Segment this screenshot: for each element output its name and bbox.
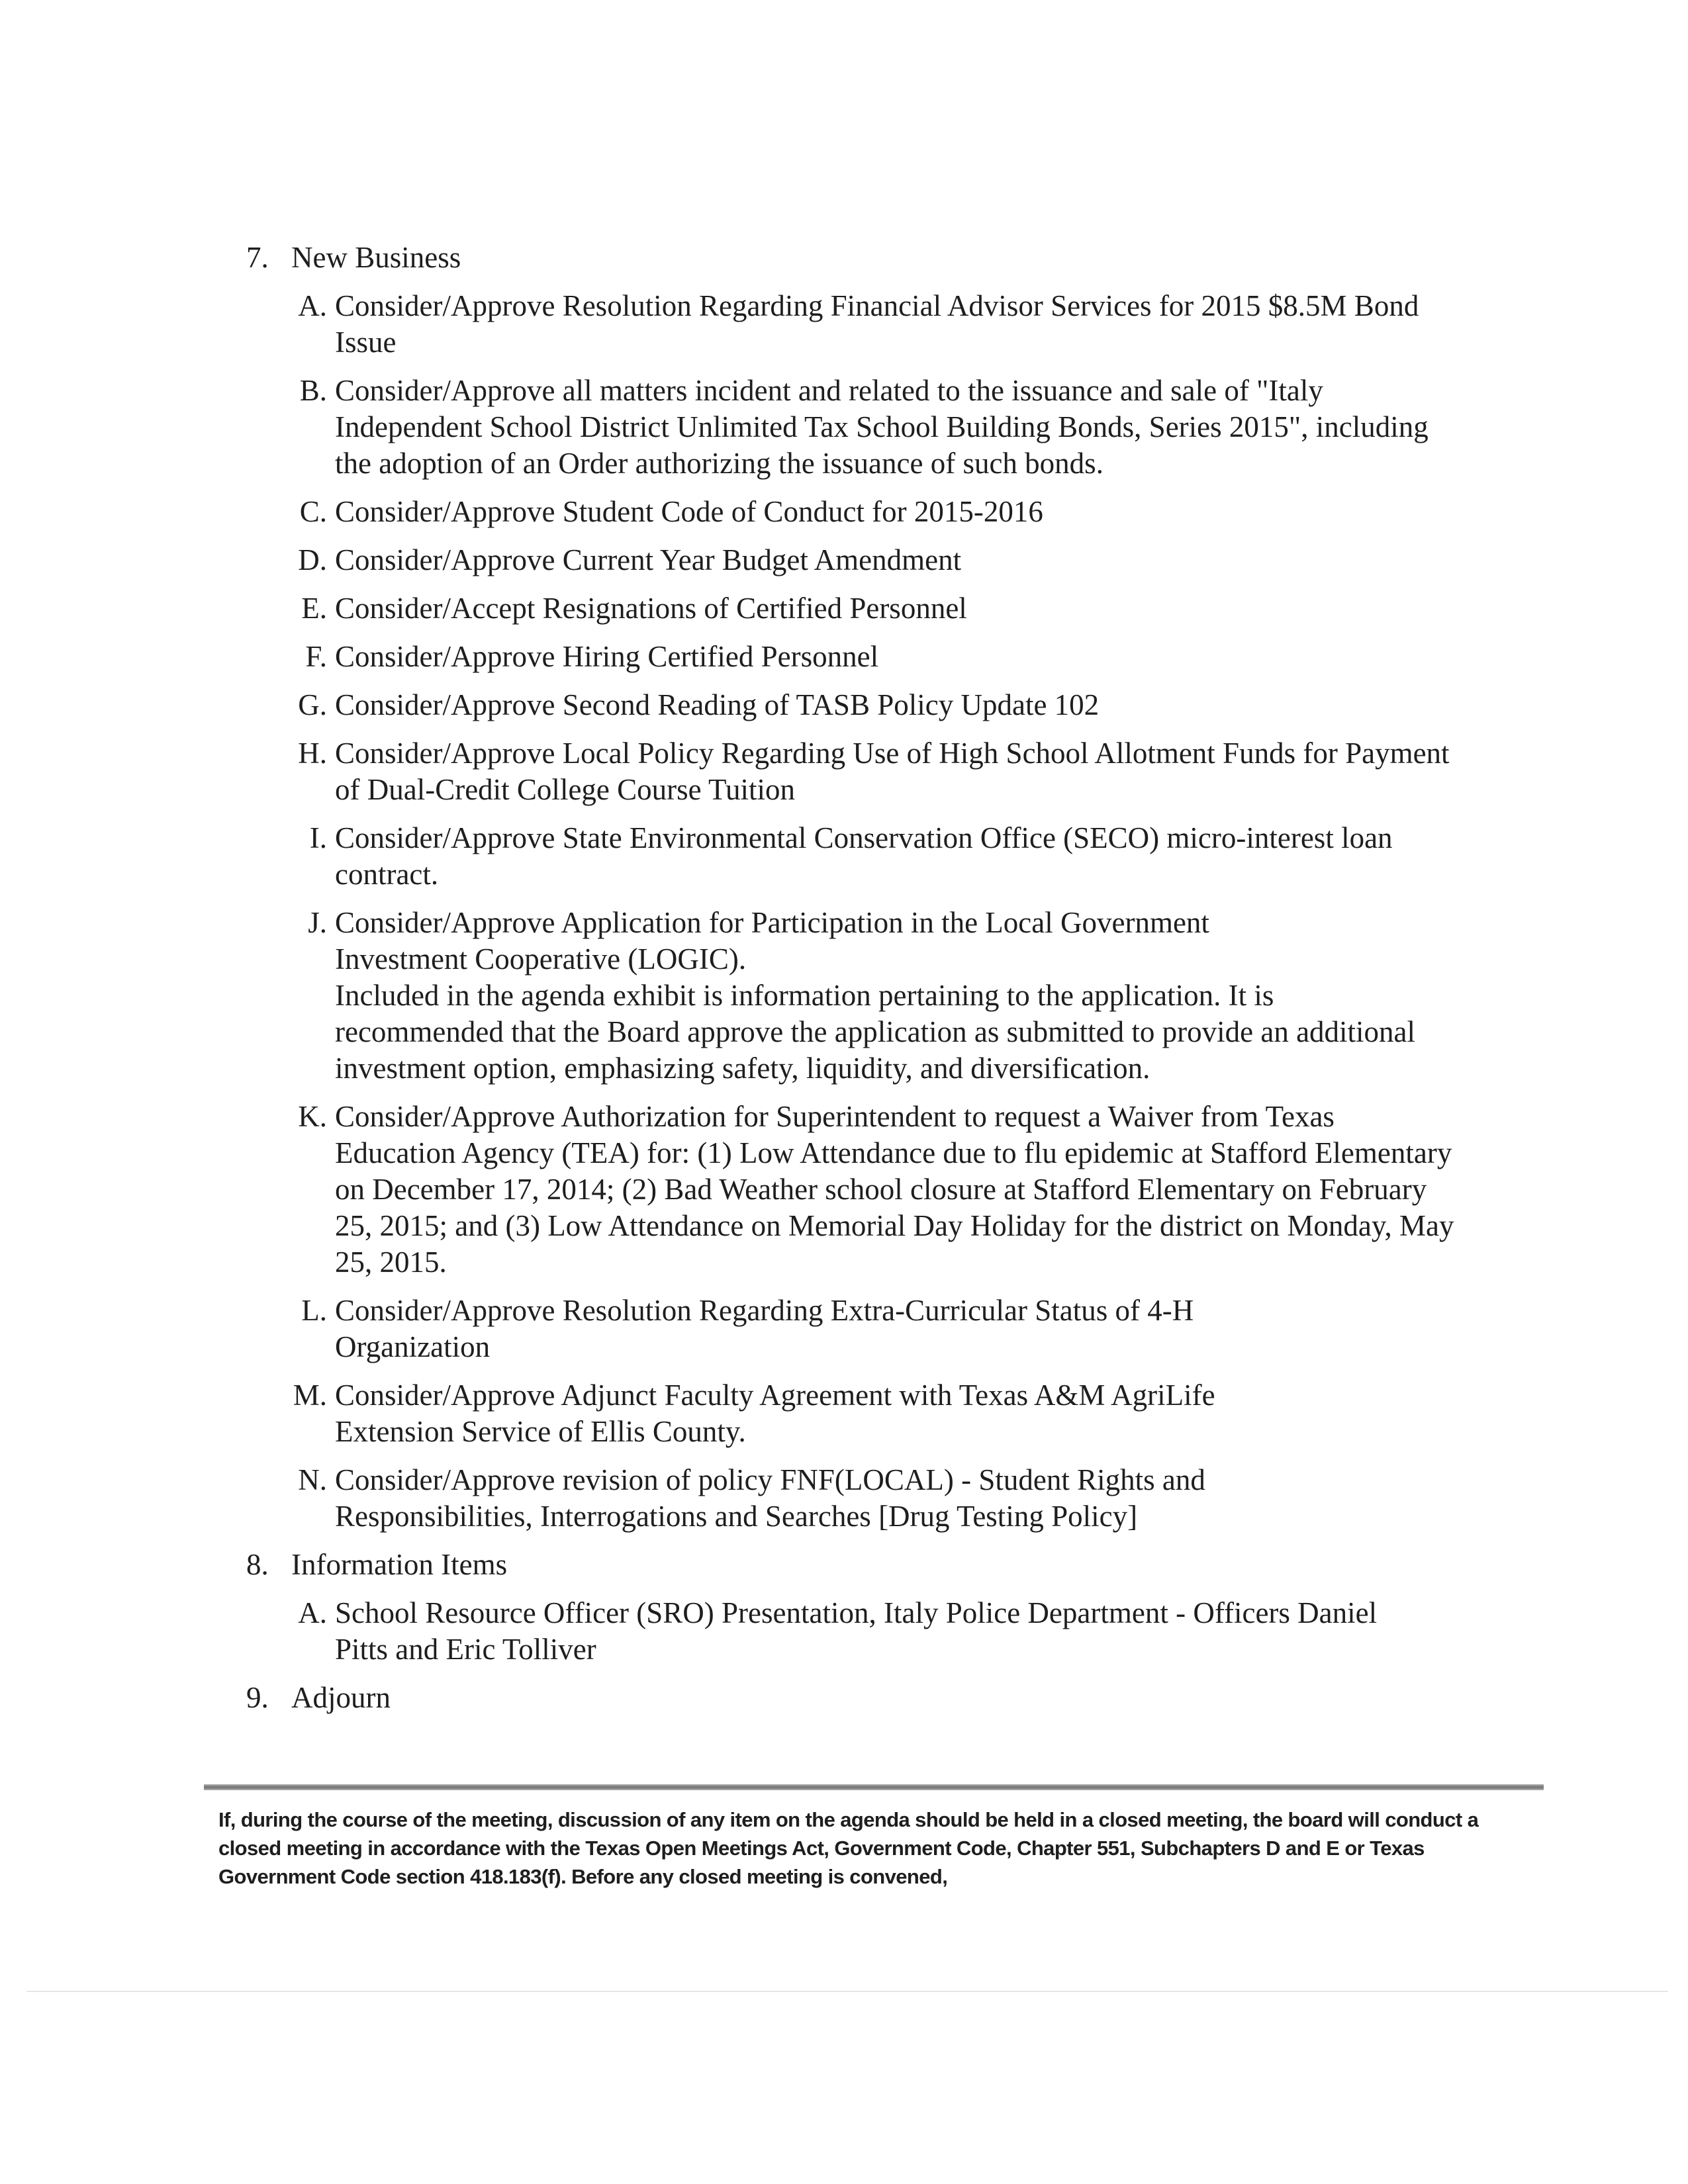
item-letter: H. [298,737,327,770]
item-letter: G. [298,688,327,721]
item-letter: D. [298,543,327,576]
item-text: Consider/Approve Resolution Regarding Extra-Curricular Status of 4-H Organization [335,1294,1194,1363]
item-letter: J. [308,906,327,939]
item-letter: K. [298,1100,327,1133]
agenda-item [286,905,1504,1087]
new-business-items [286,288,1504,1535]
agenda-item [286,1293,1504,1365]
agenda-item [286,494,1504,530]
item-text: School Resource Officer (SRO) Presentation, Italy Police Department - Officers Daniel Pitts and Eric Tolliver [335,1596,1378,1666]
page-edge-line [26,1991,1668,1992]
information-items [286,1595,1504,1668]
item-letter: M. [293,1379,327,1412]
item-letter: C. [299,495,327,528]
item-text: Consider/Approve Second Reading of TASB Policy Update 102 [335,688,1100,721]
agenda-item [286,1595,1504,1668]
item-letter: E. [301,592,327,625]
item-letter: A. [298,289,327,322]
item-letter: I. [309,821,327,854]
item-text: Consider/Approve revision of policy FNF(LOCAL) - Student Rights and Responsibilities, Interrogations and Searches [Drug Testing Policy] [335,1463,1205,1533]
agenda-section-adjourn [246,1680,1504,1716]
section-title: New Business [291,241,461,274]
agenda-item [286,735,1504,808]
item-text: Consider/Approve Resolution Regarding Financial Advisor Services for 2015 $8.5M Bond Issue [335,289,1419,359]
item-text: Consider/Approve State Environmental Conservation Office (SECO) micro-interest loan contract. [335,821,1393,891]
item-text: Consider/Approve Adjunct Faculty Agreement with Texas A&M AgriLife Extension Service of Ellis County. [335,1379,1215,1448]
section-title: Information Items [291,1548,508,1581]
item-letter: L. [301,1294,327,1327]
agenda-item [286,590,1504,627]
agenda-section-new-business [246,240,1504,276]
item-text: Consider/Approve Student Code of Conduct for 2015-2016 [335,495,1043,528]
section-number: 8. [246,1548,269,1581]
item-text: Consider/Approve Current Year Budget Amendment [335,543,962,576]
agenda-item [286,1099,1504,1281]
item-letter: A. [298,1596,327,1629]
item-letter: F. [305,640,327,673]
agenda-item [286,1462,1504,1535]
item-note: Included in the agenda exhibit is information pertaining to the application. It is recommended that the Board approve the application as submitted to provide an additional investment option, emphasizing safety, liquidity, and diversification. [335,979,1416,1085]
footnote-divider [204,1784,1544,1790]
section-title: Adjourn [291,1681,391,1714]
section-number: 7. [246,241,269,274]
agenda-item [286,288,1504,361]
agenda-item [286,373,1504,482]
agenda-item [286,1377,1504,1450]
item-text: Consider/Approve all matters incident and related to the issuance and sale of "Italy Independent School District Unlimited Tax School Building Bonds, Series 2015", including the adoption of an Order authorizing the issuance of such bonds. [335,374,1429,480]
closed-meeting-footnote: If, during the course of the meeting, discussion of any item on the agenda should be held in a closed meeting, the board will conduct a closed meeting in accordance with the Texas Open Meetings Act, Government Code, Chapter 551, Subchapters D and E or Texas Government Code section 418.183(f). Before any closed meeting is convened, [218,1808,1479,1888]
item-letter: N. [298,1463,327,1496]
agenda-item [286,687,1504,723]
item-letter: B. [299,374,327,407]
agenda-item [286,542,1504,578]
item-text: Consider/Approve Hiring Certified Personnel [335,640,879,673]
item-text-block [335,905,1421,1087]
agenda-section-information-items [246,1547,1504,1583]
agenda-list [246,240,1504,1728]
item-text: Consider/Accept Resignations of Certified Personnel [335,592,967,625]
item-text: Consider/Approve Authorization for Superintendent to request a Waiver from Texas Education Agency (TEA) for: (1) Low Attendance due to flu epidemic at Stafford Elementary on December 17, 2014; (2) Bad Weather school closure at Stafford Elementary on February 25, 2015; and (3) Low Attendance on Memorial Day Holiday for the district on Monday, May 25, 2015. [335,1100,1454,1279]
agenda-item [286,820,1504,893]
item-text: Consider/Approve Local Policy Regarding Use of High School Allotment Funds for Payment of Dual-Credit College Course Tuition [335,737,1450,806]
section-number: 9. [246,1681,269,1714]
item-text: Consider/Approve Application for Participation in the Local Government Investment Cooperative (LOGIC). [335,906,1209,976]
agenda-item [286,639,1504,675]
